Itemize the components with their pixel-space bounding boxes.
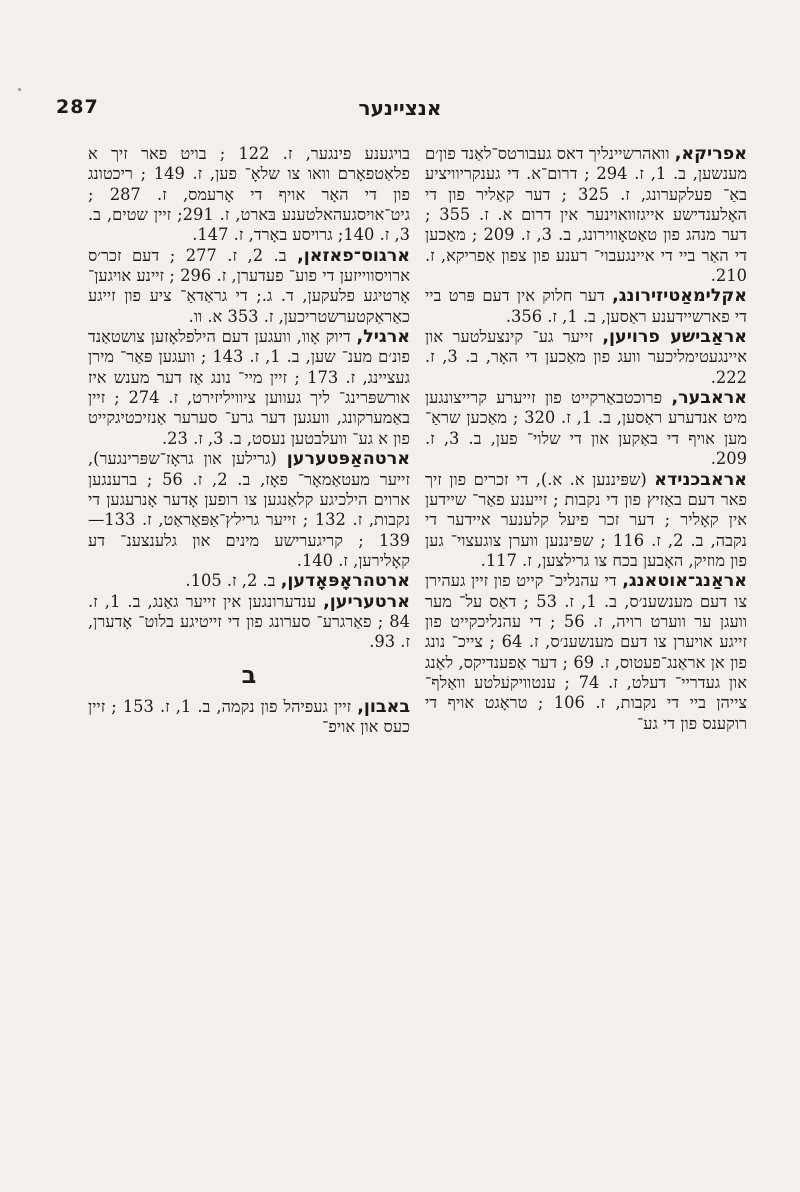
running-title: אנציינער	[358, 96, 442, 120]
entry-headword: באבון,	[357, 696, 410, 717]
entry-text: (גרילען און גראָז־שפּרינגער), זייער מעטאַמאָר־ פאָז, ב. 2, ז. 56 ; ברענגען ארוים הילכיגע קלאַנגען צו רופען אָדער אָנרעגען די נקבות, ז. 132 ; זייער גרילץ־אַפּאַראַט, ז. 133—139 ; קריגערישע מינים און גלענצענ־ דע קאָלירען, ז. 140.	[88, 449, 410, 570]
entry-headword: ארטהראָפּאָדען,	[280, 571, 410, 592]
index-entry	[88, 246, 410, 327]
index-entry	[88, 571, 410, 591]
entry-text: דער חלוק אין דעם פּרט ביי די פארשיידענע ראַסען, ב. 1, ז. 356.	[425, 286, 747, 326]
entry-text: פרוכטבאַרקייט פון זייערע קרייצונגען מיט אנדערע ראַסען, ב. 1, ז. 320 ; מאַכען שראַ־ מען אויף די באַקען און די שלוי־ פען, ב. 3, ז. 209.	[425, 388, 747, 469]
index-entry-continued	[88, 144, 410, 246]
entry-text: וואהרשיינליך דאס געבורטס־לאַנד פון׳ם מענשען, ב. 1, ז. 294 ; דרום־א. די גענקריוויציע באַ־ פעלקערונג, ז. 325 ; דער קאַליר פון די האָלענדישע אייגזוואוינער אין דרום א. ז. 355 ; דער מנהג פון טאַטאָווירונג, ב. 3, ז. 209 ; מאַכען די האַר ביי די איינגעבוי־ רענע פון צפון אַפריקא, ז. 210.	[425, 144, 748, 286]
index-entry	[425, 388, 747, 469]
index-entry	[425, 286, 747, 327]
index-entry	[88, 697, 410, 738]
page-speck	[18, 88, 21, 91]
index-entry	[88, 592, 410, 653]
entry-headword: ארטהאַפּטערען	[286, 449, 410, 470]
index-entry	[425, 470, 747, 572]
entry-headword: אראַבישע פרויען,	[602, 327, 747, 348]
entry-text: ענדערונגען אין זייער גאַנג, ב. 1, ז. 84 ; פאַרגרע־ סערונג פון די זייטיגע בלוט־ אָדערן, ז. 93.	[88, 591, 410, 652]
index-entry	[88, 327, 410, 449]
page-number: 287	[56, 96, 99, 118]
entry-headword: אראבכנידא	[654, 469, 747, 490]
left-column	[88, 144, 410, 737]
entry-text: זיין געפיהל פון נקמה, ב. 1, ז. 153 ; זיין כעס און אויפ־	[88, 696, 410, 736]
entry-headword: אראבער,	[671, 388, 747, 409]
entry-text: זייער גע־ קינצעלטער און איינגעטימליכער וועג פון מאַכען די האָר, ב. 3, ז. 222.	[425, 327, 747, 387]
entry-text: בויגענע פינגער, ז. 122 ; בויט פאר זיך א פלאַטפאָרם וואו צו שלאָ־ פען, ז. 149 ; ריכטונג פון די האָר אויף די אָרעמס, ז. 287 ; גיט־אויסגעהאלטענע בּארט, ז. 291; זיין שטים, ב. 3, ז. 140; גרויסע באָרד, ז. 147.	[88, 144, 411, 245]
entry-headword: ארגוס־פאזאן,	[297, 245, 410, 266]
entry-headword: ארטעריען,	[323, 591, 410, 612]
entry-text: (שפּיננען א. א.), די זכרים פון זיך פאר דעם באַזיץ פון די נקבות ; זייענע פאַר־ שיידען אין קאָליר ; דער זכר פיעל קלענער איידער די נקבה, ב. 2, ז. 116 ; שפּיננען ווערן צוגעצוי־ גען פון מוזיק, האָבען בכח צו גרילצען, ז. 117.	[425, 469, 747, 570]
entry-text: ב. 2, ז. 105.	[185, 571, 276, 591]
index-entry	[425, 327, 747, 388]
entry-headword: אפריקא,	[674, 144, 747, 164]
right-column	[425, 144, 747, 734]
index-entry	[88, 449, 410, 571]
section-letter: ב	[241, 660, 257, 689]
entry-headword: ארגיל,	[356, 327, 410, 348]
entry-text: דיוק אָוו, וועגען דעם הילפלאָזען צושטאַנד פונ׳ם מענ־ שען, ב. 1, ז. 143 ; וועגען פּאַר־ מירן געציינג, ז. 173 ; זיין מיי־ נונג אַז דער מענש איז אורשפּרינג־ ליך געווען ציוויליזירט, ז. 274 ; זיין באַמערקונג, וועגען דער גרע־ סערער אַנזיכטיגקייט פון א גע־ וועלבטען נעסט, ב. 3, ז. 23.	[88, 327, 410, 448]
index-entry	[425, 571, 747, 734]
entry-text: די עהנליכ־ קייט פון זיין געהירן צו דעם מענשענ׳ס, ב. 1, ז. 53 ; דאַס על־ מער וועגן ער ווערט רויה, ז. 56 ; די עהנליכקייט פון זייגע אויערן צו דעם מענשענ׳ס, ז. 64 ; צייכ־ נונג פון אן אראַנג־פעטוס, ז. 69 ; דער אַפענדיקס, לאַנג און געדריי־ דעלט, ז. 74 ; ענטוויקעלטע וואַלף־ צייהן ביי די נקבות, ז. 106 ; טראָגט אויף די רוקענס פון די גע־	[425, 571, 747, 733]
entry-headword: אראַנג־אוטאנג,	[622, 571, 747, 592]
entry-text: ב. 2, ז. 277 ; דעם זכר׳ס ארויסווייזען די פוע־ פעדערן, ז. 296 ; זיינע אויגען־ אָרטיגע פלעקען, ד. ג.; די גראַדאַ־ ציע פון זייגע כאַראַקטערשטריכען, ז. 353 א. וו.	[88, 245, 410, 326]
entry-headword: אקלימאַטיזירונג,	[612, 286, 747, 307]
index-entry	[425, 144, 747, 286]
